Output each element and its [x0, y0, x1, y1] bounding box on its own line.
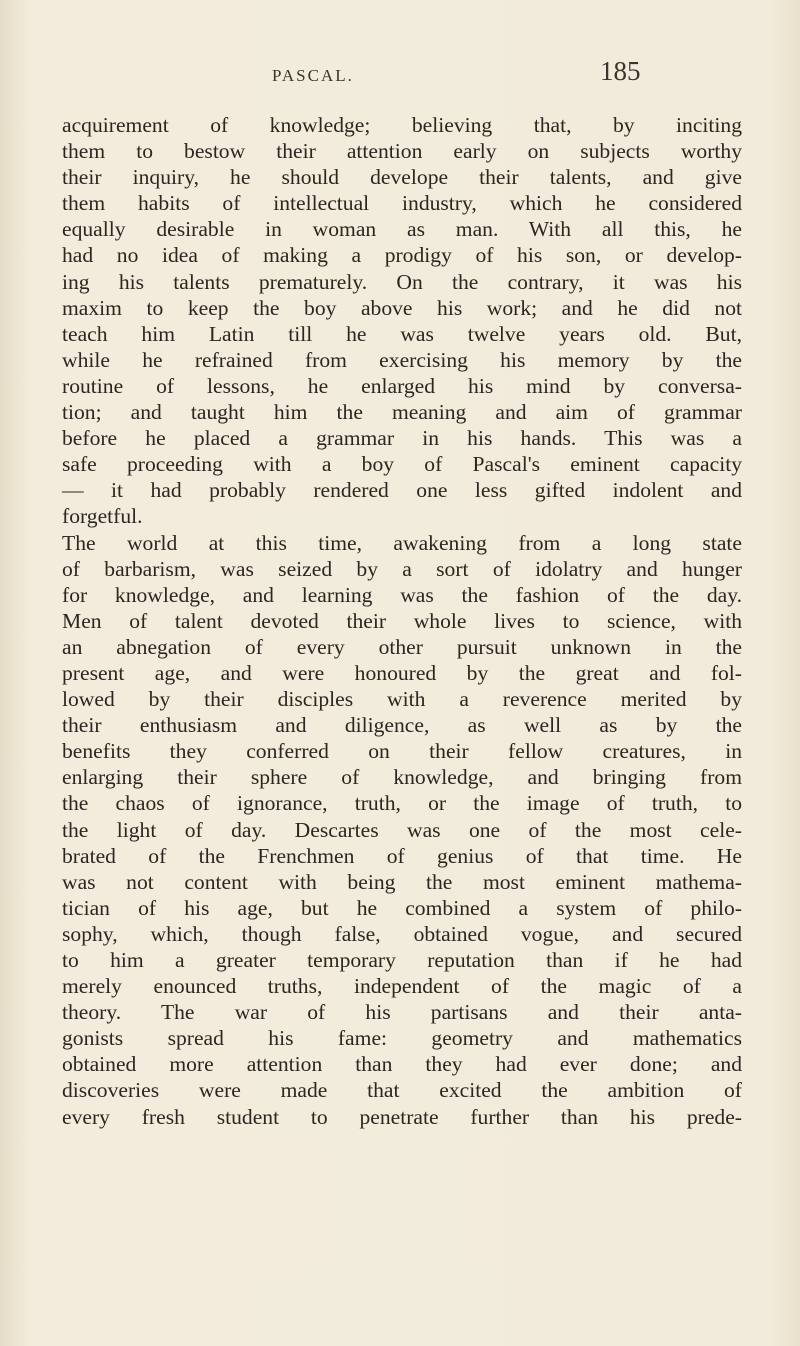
text-line: merely enounced truths, independent of the magic of a — [62, 974, 742, 999]
text-line: teach him Latin till he was twelve years old. But, — [62, 321, 742, 346]
text-line: present age, and were honoured by the great and fol- — [62, 660, 742, 685]
page-number: 185 — [600, 56, 641, 86]
text-line: tician of his age, but he combined a system of philo- — [62, 895, 742, 920]
text-line: had no idea of making a prodigy of his son, or develop- — [62, 243, 742, 268]
text-line: obtained more attention than they had ever done; and — [62, 1052, 742, 1077]
body-text — [62, 112, 742, 1130]
text-line: Men of talent devoted their whole lives to science, with — [62, 608, 742, 633]
running-title: PASCAL. — [272, 66, 354, 85]
text-line: ing his talents prematurely. On the contrary, it was his — [62, 269, 742, 294]
text-line: them habits of intellectual industry, which he considered — [62, 191, 742, 216]
text-line: acquirement of knowledge; believing that, by inciting — [62, 113, 742, 137]
text-line: every fresh student to penetrate further than his prede- — [62, 1104, 742, 1129]
text-line: routine of lessons, he enlarged his mind by conversa- — [62, 373, 742, 398]
text-line: — it had probably rendered one less gifted indolent and — [62, 478, 742, 503]
text-line: their enthusiasm and diligence, as well as by the — [62, 713, 742, 738]
paragraph-start-line: The world at this time, awakening from a long state — [62, 530, 742, 555]
text-line: sophy, which, though false, obtained vogue, and secured — [62, 921, 742, 946]
text-line: an abnegation of every other pursuit unknown in the — [62, 634, 742, 659]
text-line: forgetful. — [62, 504, 143, 529]
text-line: while he refrained from exercising his memory by the — [62, 347, 742, 372]
text-line: equally desirable in woman as man. With all this, he — [62, 217, 742, 242]
text-line: for knowledge, and learning was the fashion of the day. — [62, 582, 742, 607]
text-line: enlarging their sphere of knowledge, and bringing from — [62, 765, 742, 790]
text-line: gonists spread his fame: geometry and mathematics — [62, 1026, 742, 1051]
text-line: of barbarism, was seized by a sort of idolatry and hunger — [62, 556, 742, 581]
text-line: safe proceeding with a boy of Pascal's eminent capacity — [62, 452, 742, 477]
text-line: discoveries were made that excited the ambition of — [62, 1078, 742, 1103]
text-line: tion; and taught him the meaning and aim of grammar — [62, 400, 742, 425]
text-line: the light of day. Descartes was one of the most cele- — [62, 817, 742, 842]
text-line: lowed by their disciples with a reverence merited by — [62, 687, 742, 712]
text-line: benefits they conferred on their fellow creatures, in — [62, 739, 742, 764]
text-line: to him a greater temporary reputation than if he had — [62, 948, 742, 972]
page-header — [0, 56, 800, 106]
text-line: was not content with being the most eminent mathema- — [62, 869, 742, 894]
text-line: maxim to keep the boy above his work; and he did not — [62, 295, 742, 320]
text-line: their inquiry, he should develope their talents, and give — [62, 165, 742, 190]
text-line: before he placed a grammar in his hands. This was a — [62, 426, 742, 451]
text-line: theory. The war of his partisans and their anta- — [62, 1000, 742, 1025]
text-line: the chaos of ignorance, truth, or the image of truth, to — [62, 791, 742, 816]
text-line: brated of the Frenchmen of genius of that time. He — [62, 843, 742, 868]
text-line: them to bestow their attention early on subjects worthy — [62, 139, 742, 164]
